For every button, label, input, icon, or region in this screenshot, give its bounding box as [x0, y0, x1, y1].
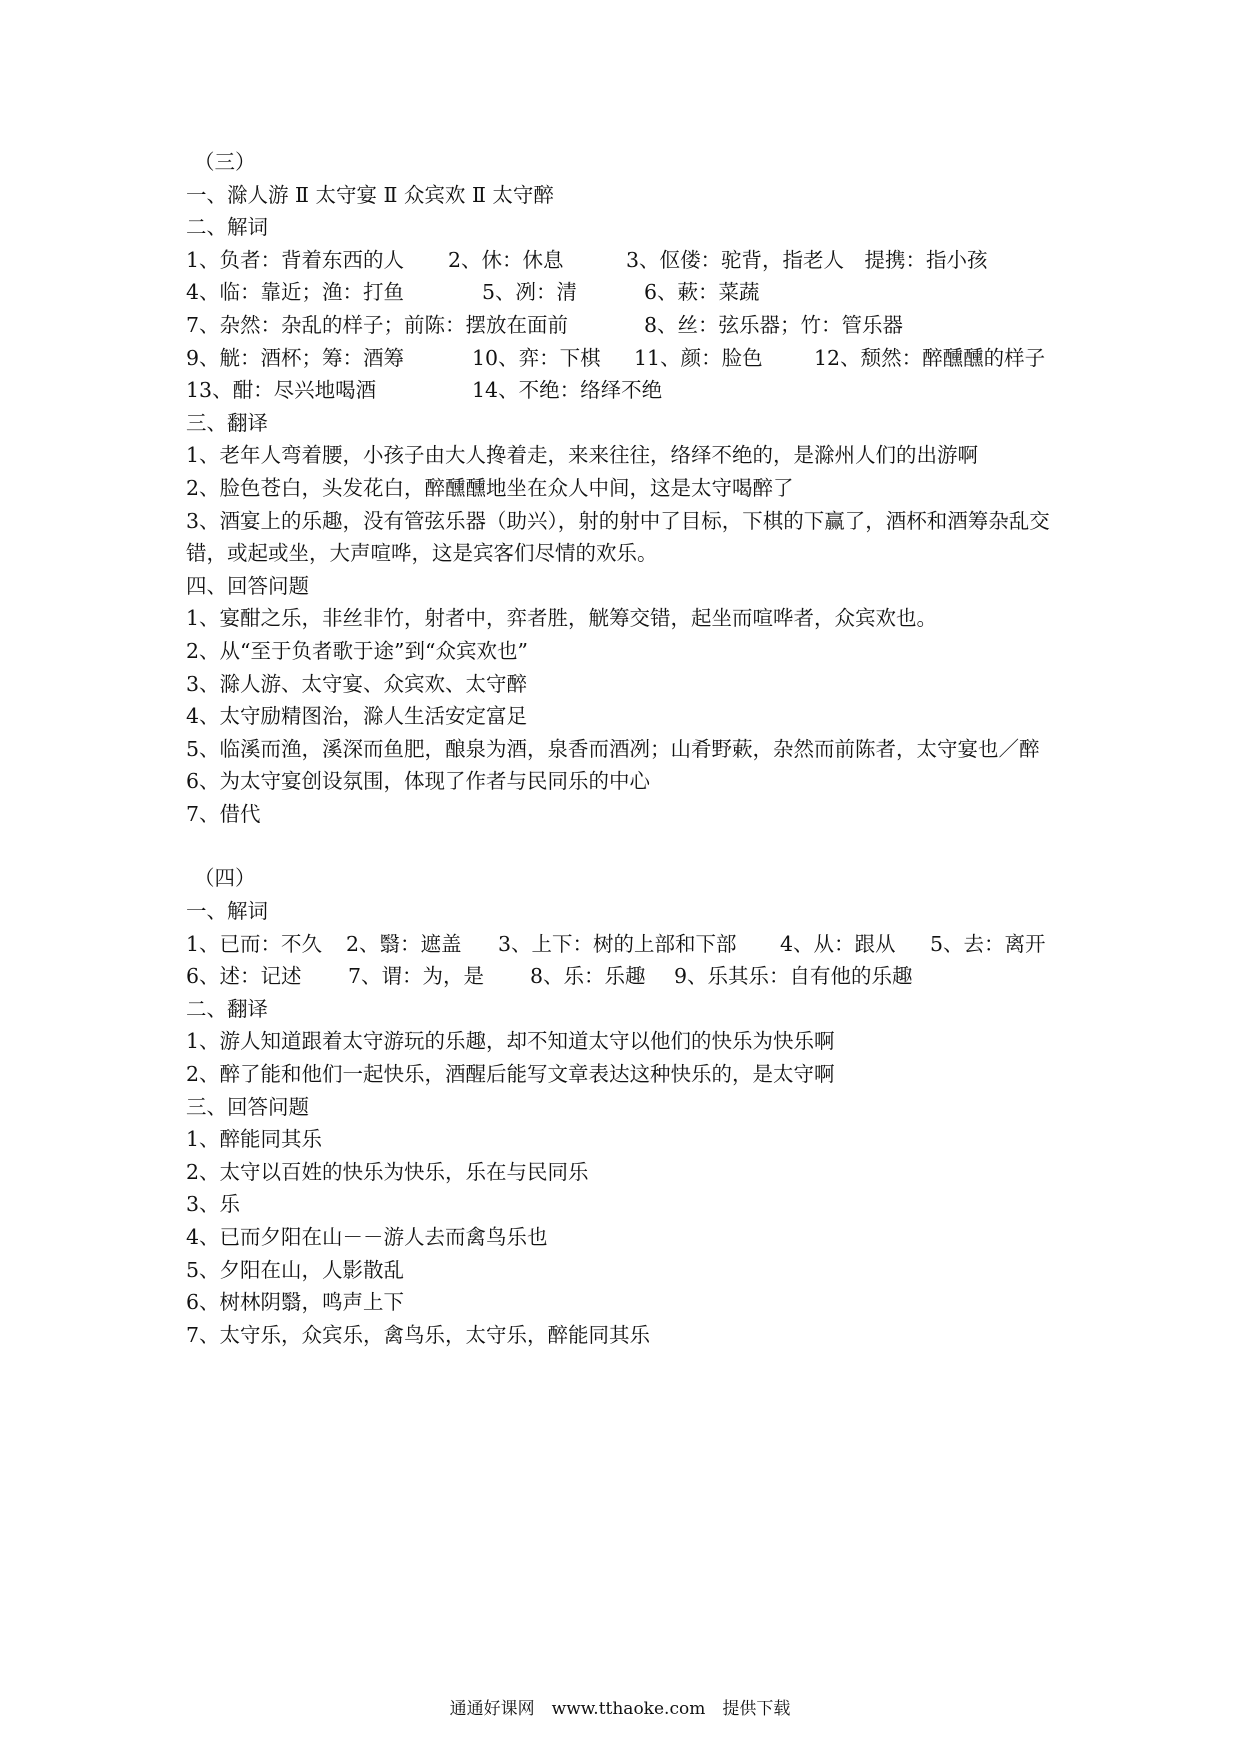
- answer-content: [186, 146, 1066, 1351]
- vocab-item: 7、谓：为，是: [348, 964, 485, 989]
- answer-item: 6、树林阴翳，鸣声上下: [186, 1290, 405, 1315]
- vocab-item: 7、杂然：杂乱的样子；前陈：摆放在面前: [186, 312, 569, 337]
- answer-item: 2、太守以百姓的快乐为快乐，乐在与民同乐: [186, 1159, 589, 1184]
- vocab-item: 1、已而：不久: [186, 931, 323, 956]
- vocab-row: [186, 342, 1066, 375]
- vocab-item: 13、酣：尽兴地喝酒: [186, 378, 377, 403]
- answer-item: 5、临溪而渔，溪深而鱼肥，酿泉为酒，泉香而酒冽；山肴野蔌，杂然而前陈者，太守宴也／醉: [186, 736, 1040, 761]
- answer-item: 5、夕阳在山，人影散乱: [186, 1257, 405, 1282]
- vocab-row: [186, 276, 1066, 309]
- section-3-translate-heading: 三、翻译: [186, 410, 268, 435]
- translation-item: 2、醉了能和他们一起快乐，酒醒后能写文章表达这种快乐的，是太守啊: [186, 1062, 835, 1087]
- vocab-item: 5、冽：清: [482, 280, 578, 305]
- answer-item: 2、从“至于负者歌于途”到“众宾欢也”: [186, 638, 528, 663]
- vocab-row: [186, 928, 1066, 961]
- section-4-heading: （四）: [194, 866, 256, 891]
- answer-item: 7、太守乐，众宾乐，禽鸟乐，太守乐，醉能同其乐: [186, 1322, 651, 1347]
- vocab-item: 2、翳：遮盖: [346, 931, 462, 956]
- section-3-vocab-heading: 二、解词: [186, 215, 268, 240]
- vocab-item: 4、临：靠近；渔：打鱼: [186, 280, 405, 305]
- section-4-translate-heading: 二、翻译: [186, 996, 268, 1021]
- vocab-item: 6、述：记述: [186, 964, 302, 989]
- answer-item: 3、滁人游、太守宴、众宾欢、太守醉: [186, 671, 528, 696]
- section-3-heading: （三）: [194, 150, 256, 174]
- vocab-item: 3、伛偻：驼背，指老人 提携：指小孩: [626, 247, 988, 272]
- translation-item: 3、酒宴上的乐趣，没有管弦乐器（助兴），射的射中了目标，下棋的下赢了，酒杯和酒筹杂乱交错，或起或坐，大声喧哗，这是宾客们尽情的欢乐。: [186, 508, 1050, 566]
- vocab-row: [186, 309, 1066, 342]
- answer-item: 7、借代: [186, 801, 261, 826]
- translation-item: 2、脸色苍白，头发花白，醉醺醺地坐在众人中间，这是太守喝醉了: [186, 475, 794, 500]
- vocab-item: 12、颓然：醉醺醺的样子: [814, 345, 1046, 370]
- vocab-item: 8、乐：乐趣: [530, 964, 646, 989]
- section-4-qa-heading: 三、回答问题: [186, 1094, 309, 1119]
- translation-item: 1、老年人弯着腰，小孩子由大人搀着走，来来往往，络绎不绝的，是滁州人们的出游啊: [186, 443, 979, 468]
- vocab-item: 1、负者：背着东西的人: [186, 247, 405, 272]
- vocab-item: 2、休：休息: [448, 247, 564, 272]
- vocab-item: 10、弈：下棋: [472, 345, 601, 370]
- vocab-item: 9、觥：酒杯；筹：酒筹: [186, 345, 405, 370]
- vocab-item: 4、从：跟从: [780, 931, 896, 956]
- section-3-qa-heading: 四、回答问题: [186, 573, 309, 598]
- answer-item: 1、醉能同其乐: [186, 1127, 323, 1152]
- vocab-item: 11、颜：脸色: [634, 345, 763, 370]
- vocab-item: 9、乐其乐：自有他的乐趣: [674, 964, 913, 989]
- vocab-item: 3、上下：树的上部和下部: [498, 931, 737, 956]
- section-4-vocab-heading: 一、解词: [186, 899, 268, 924]
- answer-item: 4、太守励精图治，滁人生活安定富足: [186, 704, 528, 729]
- answer-item: 4、已而夕阳在山－－游人去而禽鸟乐也: [186, 1225, 548, 1249]
- vocab-item: 14、不绝：络绎不绝: [472, 378, 663, 403]
- section-gap: [186, 830, 1066, 862]
- vocab-item: 8、丝：弦乐器；竹：管乐器: [644, 312, 904, 337]
- answer-item: 1、宴酣之乐，非丝非竹，射者中，弈者胜，觥筹交错，起坐而喧哗者，众宾欢也。: [186, 606, 938, 631]
- vocab-item: 5、去：离开: [930, 931, 1046, 956]
- answer-item: 3、乐: [186, 1192, 241, 1217]
- vocab-row: [186, 960, 1066, 993]
- translation-item: 1、游人知道跟着太守游玩的乐趣，却不知道太守以他们的快乐为快乐啊: [186, 1029, 835, 1054]
- vocab-row: [186, 374, 1066, 407]
- vocab-row: [186, 244, 1066, 277]
- page-footer: 通通好课网 www.tthaoke.com 提供下载: [449, 1699, 791, 1719]
- section-3-summary: 一、滁人游 Ⅱ 太守宴 Ⅱ 众宾欢 Ⅱ 太守醉: [186, 182, 554, 207]
- answer-item: 6、为太守宴创设氛围，体现了作者与民同乐的中心: [186, 769, 651, 794]
- vocab-item: 6、蔌：菜蔬: [644, 280, 760, 305]
